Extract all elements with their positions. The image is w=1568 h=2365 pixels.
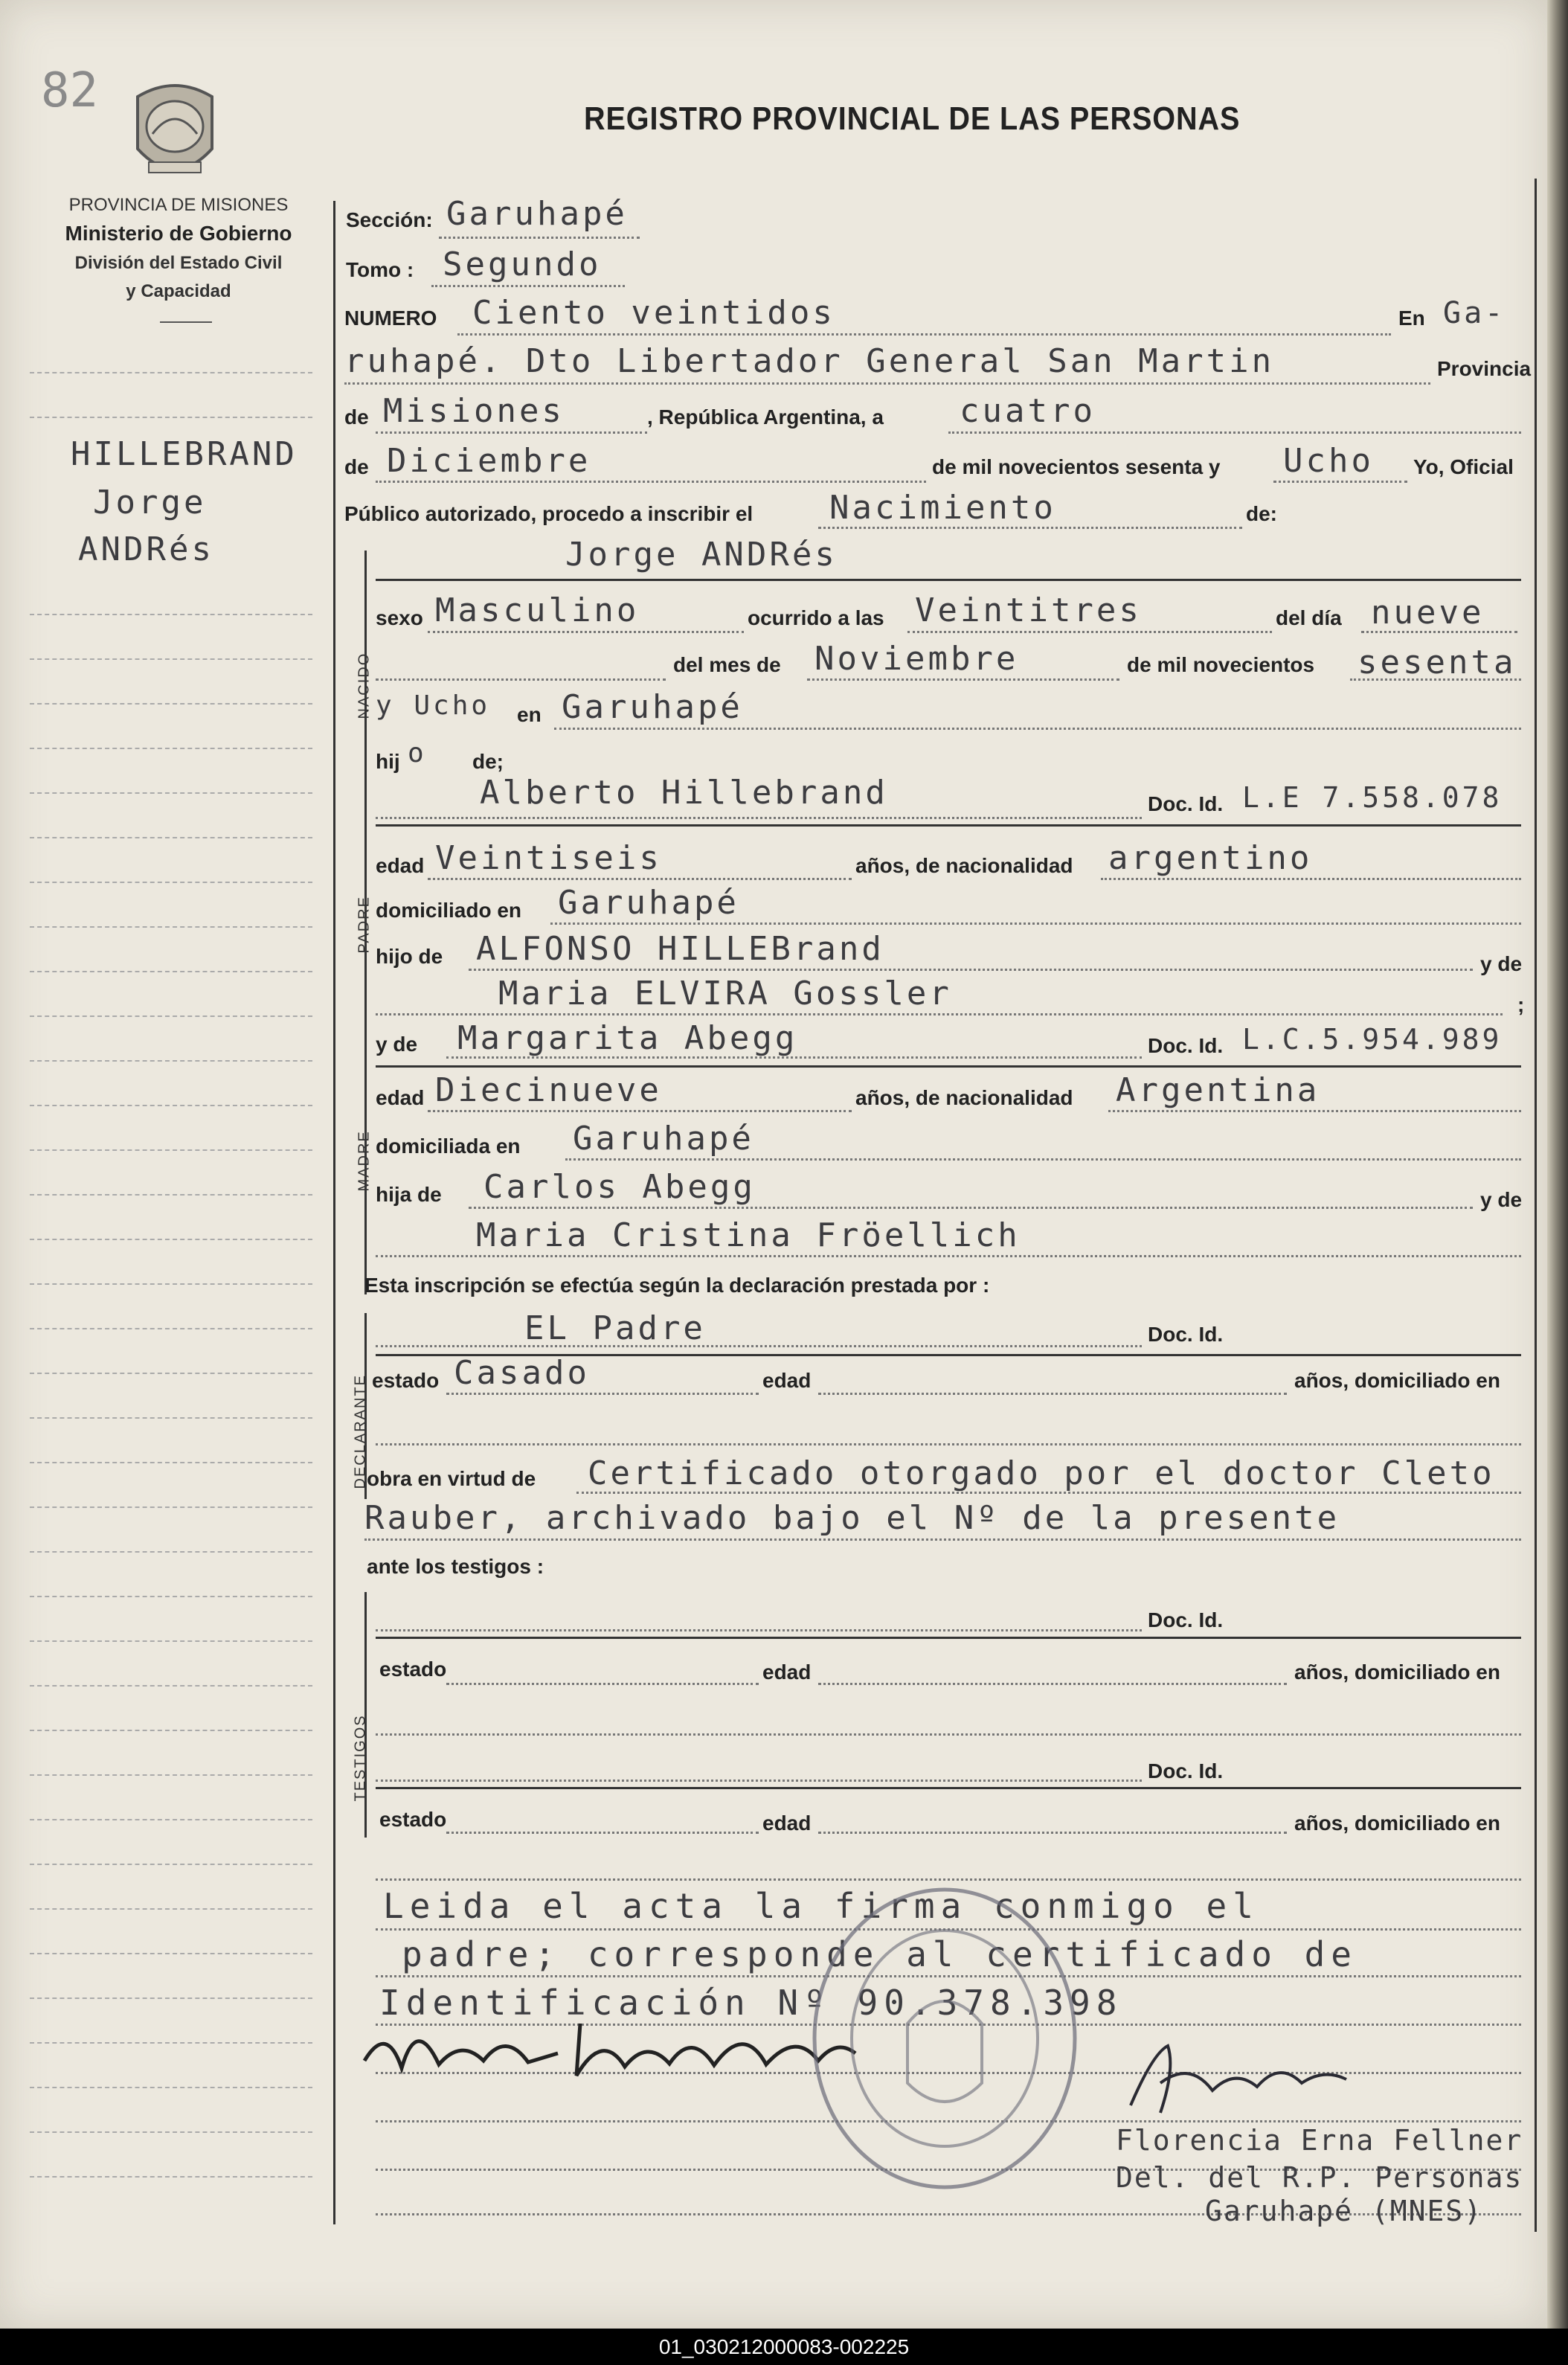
hijo-label: hij [376, 750, 400, 773]
obra-label: obra en virtud de [367, 1467, 536, 1490]
republica-label: , República Argentina, a [647, 405, 884, 429]
mil-label: de mil novecientos sesenta y [932, 455, 1221, 478]
anio-nac-value: sesenta [1357, 644, 1517, 681]
de-colon-label: de: [1246, 502, 1277, 525]
hora-value: Veintitres [915, 591, 1142, 629]
hijo-de-label: de; [472, 750, 504, 773]
testigo2-edad-label: edad [762, 1812, 812, 1835]
declarante-value: EL Padre [524, 1309, 706, 1347]
side-declarante: DECLARANTE [352, 1374, 369, 1489]
sexo-label: sexo [376, 606, 423, 629]
side-testigos: TESTIGOS [352, 1714, 369, 1802]
madre-dom-label: domiciliada en [376, 1135, 521, 1158]
side-madre: MADRE [356, 1130, 373, 1192]
padre-y-de-label: y de [1480, 952, 1523, 975]
madre-doc-value: L.C.5.954.989 [1242, 1023, 1503, 1056]
official-signature-icon [1108, 2038, 1361, 2128]
de-mil-label: de mil novecientos [1127, 653, 1315, 676]
de-label-1: de [344, 405, 369, 429]
semicolon-label: ; [1517, 993, 1525, 1016]
numero-label: NUMERO [344, 307, 437, 330]
acto-value: Nacimiento [829, 489, 1056, 527]
father-signature-icon [357, 2009, 863, 2090]
abuelo-p-value: ALFONSO HILLEBrand [476, 930, 884, 968]
official-name: Florencia Erna Fellner [1116, 2124, 1523, 2157]
provincia-label: Provincia [1437, 357, 1532, 380]
note-line-1: Leida el acta la firma conmigo el [383, 1886, 1259, 1926]
anio-value: Ucho [1283, 442, 1374, 480]
lugar-nac-value: Garuhapé [562, 688, 743, 726]
en-label: En [1398, 307, 1425, 330]
publico-label: Público autorizado, procedo a inscribir el [344, 502, 754, 525]
padre-dom-label: domiciliado en [376, 899, 522, 922]
seccion-value: Garuhapé [446, 195, 628, 233]
official-seal-icon [803, 1882, 1086, 2195]
right-rule [1535, 179, 1537, 2232]
official-title: Del. del R.P. Personas [1116, 2161, 1523, 2194]
testigo2-doc-label: Doc. Id. [1148, 1759, 1224, 1782]
image-id-bar: 01_030212000083-002225 [0, 2329, 1568, 2365]
ministry-label: Ministerio de Gobierno [65, 222, 292, 245]
dia-value: cuatro [960, 392, 1096, 430]
padre-edad-label: edad [376, 854, 425, 877]
padre-value: Alberto Hillebrand [480, 774, 888, 812]
obra-value-2: Rauber, archivado bajo el Nº de la presente [364, 1499, 1340, 1537]
padre-dom-value: Garuhapé [558, 884, 739, 922]
testigo1-anos-label: años, domiciliado en [1294, 1660, 1500, 1684]
en-nac-label: en [517, 703, 542, 726]
anio-nac-value-2: y Ucho [376, 690, 491, 721]
madre-hija-de-label: hija de [376, 1183, 442, 1206]
header-rule [160, 321, 212, 323]
yo-oficial-label: Yo, Oficial [1413, 455, 1514, 478]
note-line-2: padre; corresponde al certificado de [402, 1934, 1357, 1974]
margin-second-name: ANDRés [78, 530, 214, 568]
decl-estado-label: estado [372, 1369, 440, 1392]
madre-nac-label: años, de nacionalidad [855, 1086, 1073, 1109]
seccion-label: Sección: [346, 208, 433, 231]
madre-edad-label: edad [376, 1086, 425, 1109]
madre-dom-value: Garuhapé [573, 1120, 754, 1158]
testigo1-estado-label: estado [379, 1658, 447, 1681]
side-padre: PADRE [356, 896, 373, 954]
side-nacido: NACIDO [356, 652, 373, 719]
decl-anos-label: años, domiciliado en [1294, 1369, 1500, 1392]
madre-value: Margarita Abegg [457, 1019, 798, 1057]
padre-nac-value: argentino [1108, 839, 1313, 877]
numero-value: Ciento veintidos [472, 294, 835, 332]
book-spine-edge [1547, 0, 1568, 2365]
margin-rule [333, 201, 335, 2224]
nombre-value: Jorge ANDRés [565, 536, 838, 574]
mes-nac-value: Noviembre [814, 640, 1019, 678]
padre-nac-label: años, de nacionalidad [855, 854, 1073, 877]
mes-value: Diciembre [387, 442, 591, 480]
hijo-suffix-value: o [408, 738, 427, 768]
ante-label: ante los testigos : [367, 1555, 544, 1578]
inscripcion-label: Esta inscripción se efectúa según la declaración prestada por : [364, 1274, 990, 1297]
madre-y-de-label: y de [376, 1033, 418, 1056]
testigo2-anos-label: años, domiciliado en [1294, 1812, 1500, 1835]
dia-nac-value: nueve [1371, 594, 1485, 632]
tomo-value: Segundo [443, 246, 602, 283]
lugar-value: ruhapé. Dto Libertador General San Martin [344, 342, 1275, 380]
coat-of-arms-icon [123, 74, 227, 193]
declarante-doc-label: Doc. Id. [1148, 1323, 1224, 1346]
testigo1-doc-label: Doc. Id. [1148, 1608, 1224, 1631]
madre-edad-value: Diecinueve [435, 1071, 662, 1109]
margin-first-name: Jorge [93, 484, 207, 522]
provincia-value: Misiones [383, 392, 565, 430]
del-dia-label: del día [1276, 606, 1342, 629]
de-label-2: de [344, 455, 369, 478]
padre-edad-value: Veintiseis [435, 839, 662, 877]
abuela-p-value: Maria ELVIRA Gossler [498, 975, 952, 1013]
division-label: División del Estado Civil [74, 253, 283, 273]
madre-y-de-label-2: y de [1480, 1188, 1523, 1211]
obra-value-1: Certificado otorgado por el doctor Cleto [588, 1454, 1495, 1492]
padre-doc-label: Doc. Id. [1148, 792, 1224, 815]
margin-surname: HILLEBRAND [71, 435, 298, 473]
decl-edad-label: edad [762, 1369, 812, 1392]
abuelo-m-value: Carlos Abegg [483, 1168, 756, 1206]
testigo2-estado-label: estado [379, 1808, 447, 1831]
testigo1-edad-label: edad [762, 1660, 812, 1684]
page-number: 82 [41, 63, 99, 118]
sexo-value: Masculino [435, 591, 640, 629]
note-line-3: Identificación Nº 90.378.398 [379, 1983, 1123, 2023]
tomo-label: Tomo : [346, 258, 414, 281]
document-title: REGISTRO PROVINCIAL DE LAS PERSONAS [584, 100, 1241, 137]
padre-doc-value: L.E 7.558.078 [1242, 781, 1503, 814]
province-label: PROVINCIA DE MISIONES [68, 195, 289, 215]
padre-hijo-de-label: hijo de [376, 945, 443, 968]
abuela-m-value: Maria Cristina Fröellich [476, 1216, 1021, 1254]
del-mes-label: del mes de [673, 653, 781, 676]
madre-nac-value: Argentina [1116, 1071, 1320, 1109]
ocurrido-label: ocurrido a las [748, 606, 884, 629]
madre-doc-label: Doc. Id. [1148, 1034, 1224, 1057]
decl-estado-value: Casado [454, 1354, 590, 1392]
official-place: Garuhapé (MNES) [1205, 2195, 1483, 2227]
capacity-label: y Capacidad [126, 281, 231, 301]
en-value: Ga- [1443, 296, 1506, 330]
